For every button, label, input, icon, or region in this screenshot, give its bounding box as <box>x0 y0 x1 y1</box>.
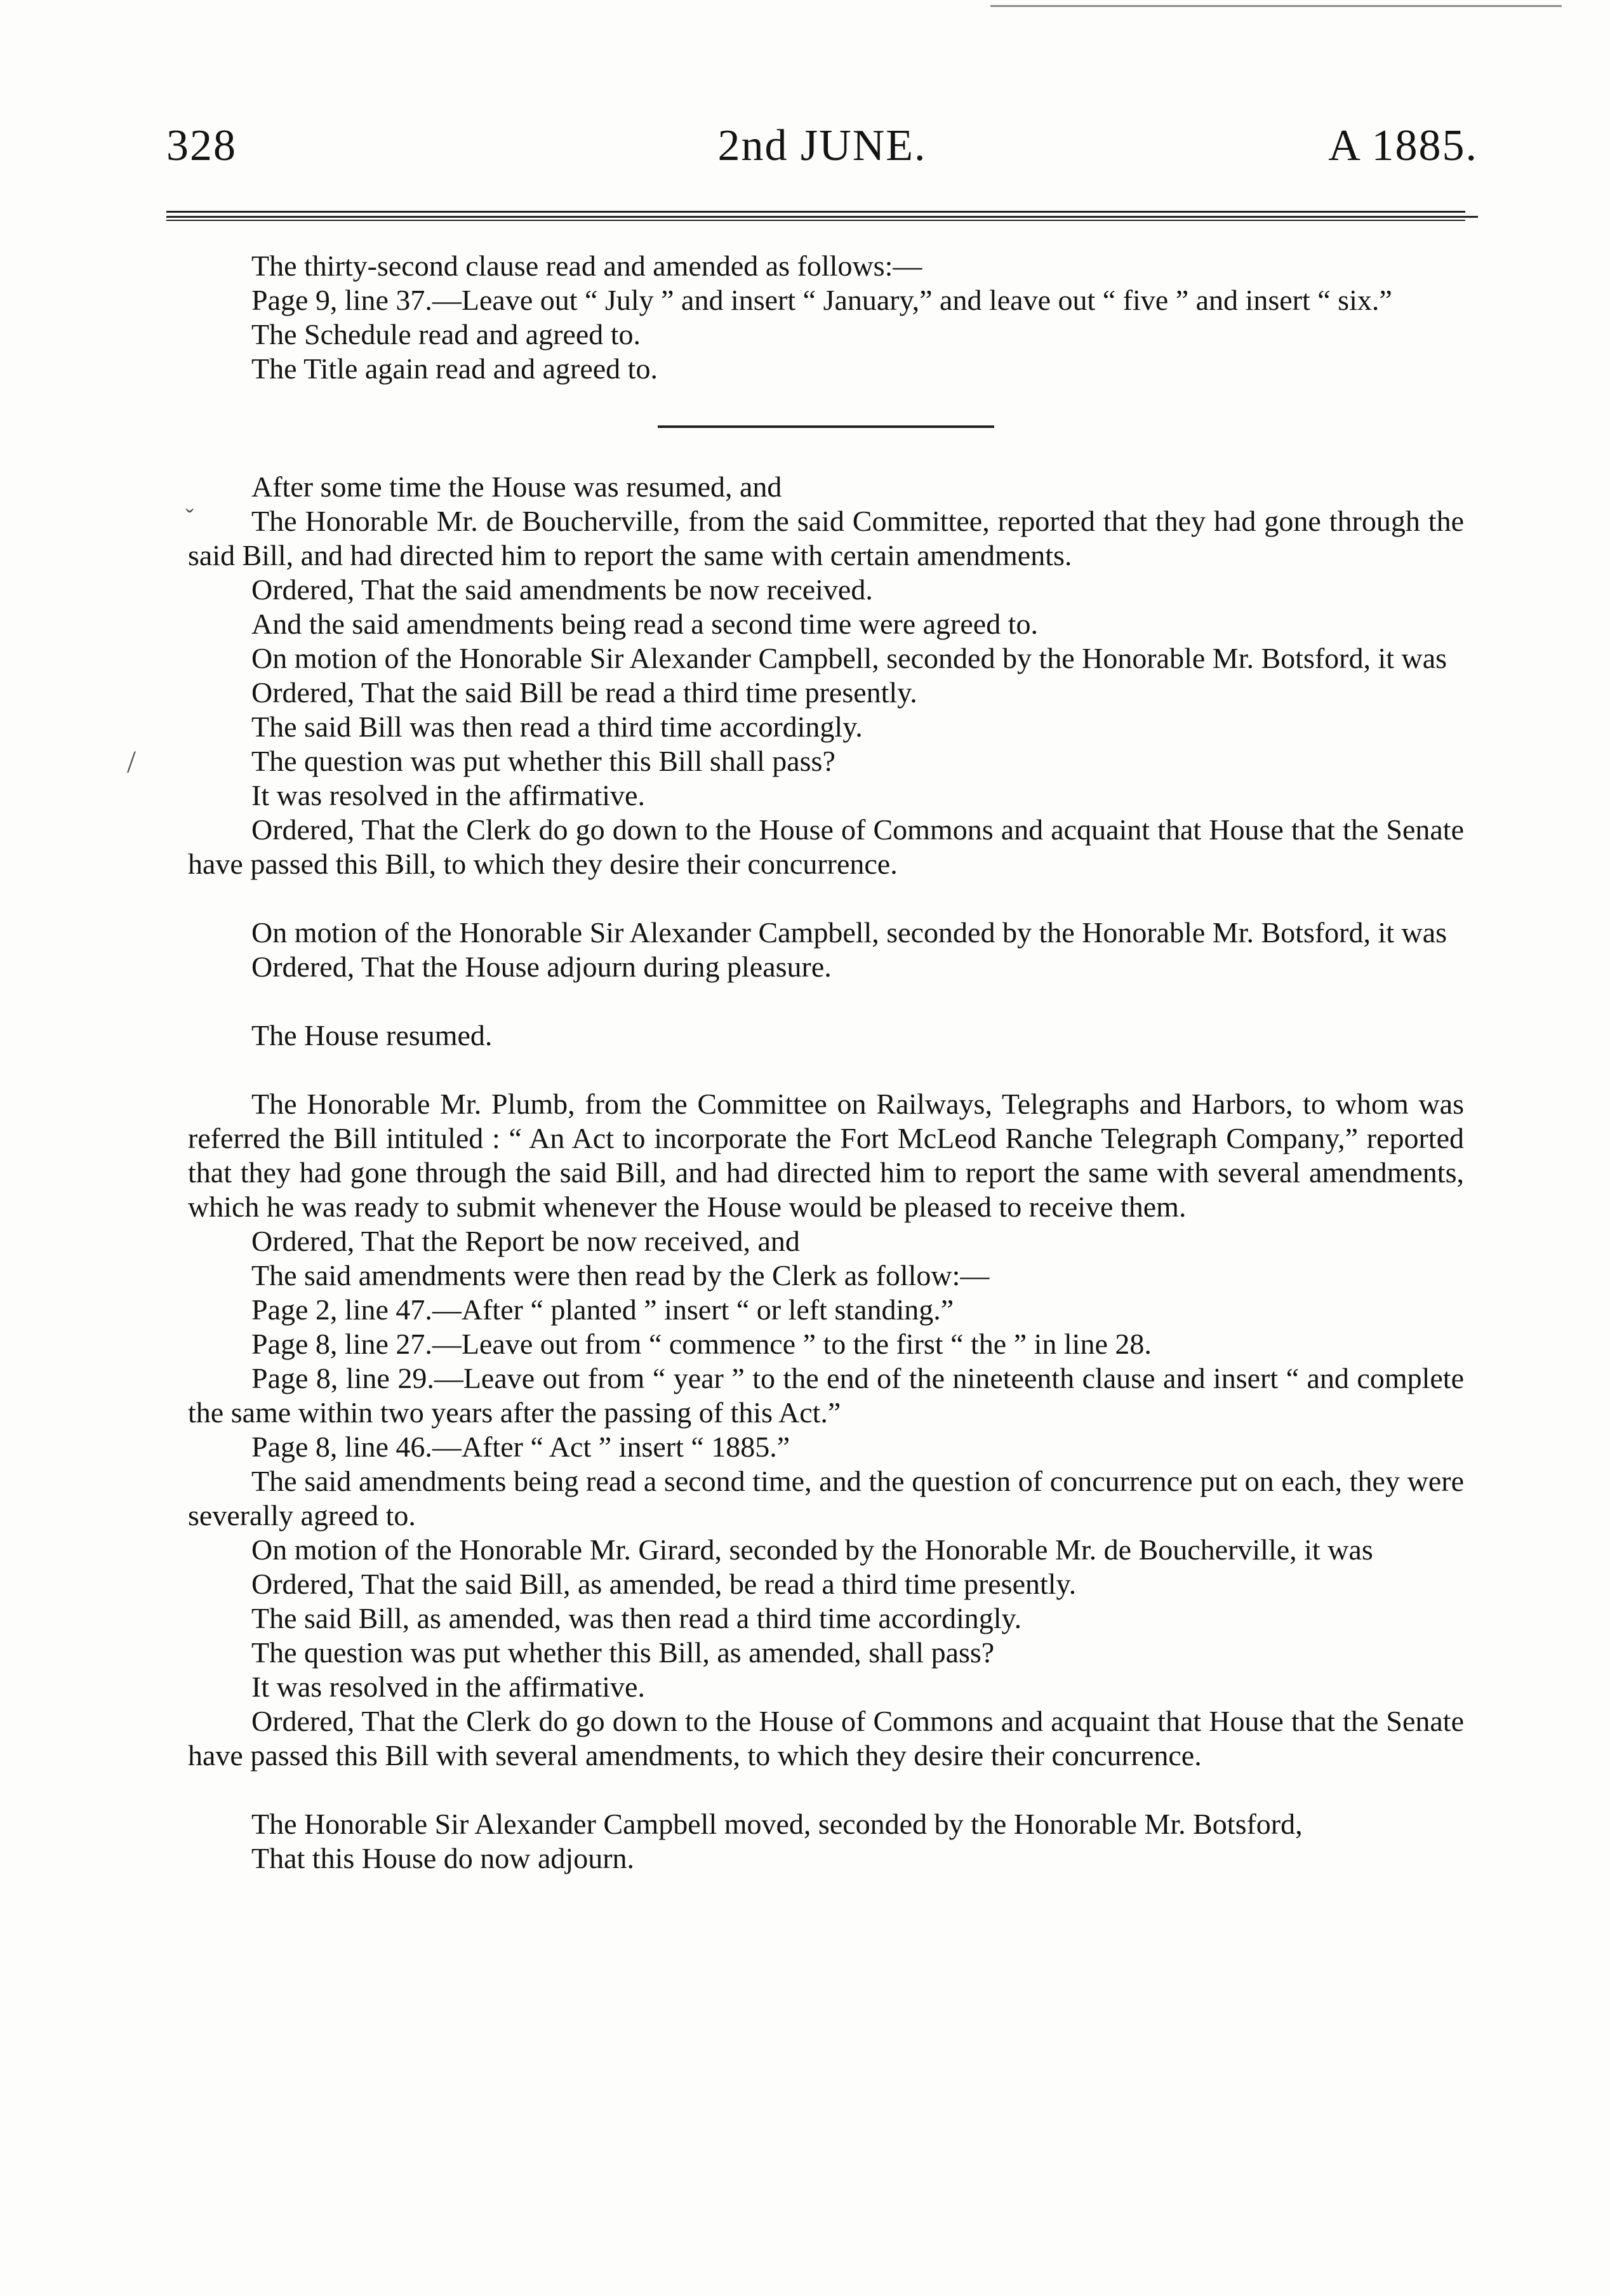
paragraph: The House resumed. <box>251 1019 493 1051</box>
top-edge-line <box>990 5 1562 7</box>
paragraph: The thirty-second clause read and amended as follows:— <box>251 250 922 282</box>
paragraph: On motion of the Honorable Mr. Girard, seconded by the Honorable Mr. de Boucherville, it was <box>251 1533 1373 1566</box>
paragraph: After some time the House was resumed, and <box>251 471 782 503</box>
paragraph: The Honorable Mr. de Boucherville, from the said Committee, reported that they had gone through the said Bill, and had directed him to report the same with certain amendments. <box>188 505 1464 571</box>
paragraph: Ordered, That the said Bill be read a third time presently. <box>251 676 917 709</box>
section-resumed <box>188 1018 1464 1053</box>
paragraph: The said Bill, as amended, was then read a third time accordingly. <box>251 1602 1022 1634</box>
page-number: 328 <box>166 121 237 170</box>
section-adjourn-pleasure <box>188 916 1464 984</box>
paragraph: The said Bill was then read a third time accordingly. <box>251 711 863 743</box>
section-committee-report <box>188 1087 1464 1773</box>
paragraph: The Honorable Mr. Plumb, from the Committee on Railways, Telegraphs and Harbors, to whom was referred the Bill intituled : “ An Act to incorporate the Fort McLeod Ranche Telegraph Company,” reported that they had gone through the said Bill, and had directed him to report the same with several amendments, which he was ready to submit whenever the House would be pleased to receive them. <box>188 1088 1464 1223</box>
paragraph: Ordered, That the Report be now received, and <box>251 1225 800 1257</box>
margin-tick: ˇ <box>185 504 194 532</box>
paragraph: Page 2, line 47.—After “ planted ” insert “ or left standing.” <box>251 1293 954 1326</box>
paragraph: The said amendments were then read by the Clerk as follow:— <box>251 1259 990 1292</box>
section-house-resumed <box>188 470 1464 881</box>
paragraph: Page 8, line 29.—Leave out from “ year ” to the end of the nineteenth clause and insert “ and complete the same within two years after the passing of this Act.” <box>188 1362 1464 1429</box>
paragraph: Ordered, That the Clerk do go down to the House of Commons and acquaint that House that the Senate have passed this Bill, to which they desire their concurrence. <box>188 813 1464 880</box>
paragraph: Page 9, line 37.—Leave out “ July ” and insert “ January,” and leave out “ five ” and insert “ six.” <box>251 284 1392 316</box>
margin-slash: / <box>127 744 136 779</box>
paragraph: The question was put whether this Bill, as amended, shall pass? <box>251 1636 995 1669</box>
paragraph: Ordered, That the Clerk do go down to the House of Commons and acquaint that House that the Senate have passed this Bill with several amendments, to which they desire their concurrence. <box>188 1705 1464 1772</box>
header-rule <box>166 211 1478 222</box>
paragraph: On motion of the Honorable Sir Alexander Campbell, seconded by the Honorable Mr. Botsford, it was <box>251 916 1447 949</box>
section-adjourn-motion <box>188 1807 1464 1876</box>
paragraph: It was resolved in the affirmative. <box>251 1671 645 1703</box>
paragraph: And the said amendments being read a second time were agreed to. <box>251 608 1038 640</box>
paragraph: Ordered, That the House adjourn during pleasure. <box>251 951 832 983</box>
page-date: 2nd JUNE. <box>717 121 927 170</box>
page-header <box>166 121 1478 190</box>
paragraph: That this House do now adjourn. <box>251 1842 635 1874</box>
paragraph: The Title again read and agreed to. <box>251 352 658 385</box>
body-text <box>188 249 1464 1876</box>
section-divider <box>658 425 994 428</box>
paragraph: The said amendments being read a second time, and the question of concurrence put on each, they were severally agreed to. <box>188 1465 1464 1532</box>
paragraph: It was resolved in the affirmative. <box>251 779 645 811</box>
paragraph: Ordered, That the said amendments be now received. <box>251 573 873 606</box>
paragraph: The Honorable Sir Alexander Campbell moved, seconded by the Honorable Mr. Botsford, <box>251 1808 1303 1840</box>
paragraph: Page 8, line 46.—After “ Act ” insert “ 1885.” <box>251 1431 790 1463</box>
paragraph: Ordered, That the said Bill, as amended, be read a third time presently. <box>251 1568 1077 1600</box>
paragraph: Page 8, line 27.—Leave out from “ commence ” to the first “ the ” in line 28. <box>251 1328 1152 1360</box>
section-clause-amendment <box>188 249 1464 386</box>
page-year: A 1885. <box>1328 121 1478 170</box>
paragraph: The question was put whether this Bill shall pass? <box>251 745 835 777</box>
paragraph: On motion of the Honorable Sir Alexander Campbell, seconded by the Honorable Mr. Botsford, it was <box>251 642 1447 674</box>
paragraph: The Schedule read and agreed to. <box>251 318 641 350</box>
